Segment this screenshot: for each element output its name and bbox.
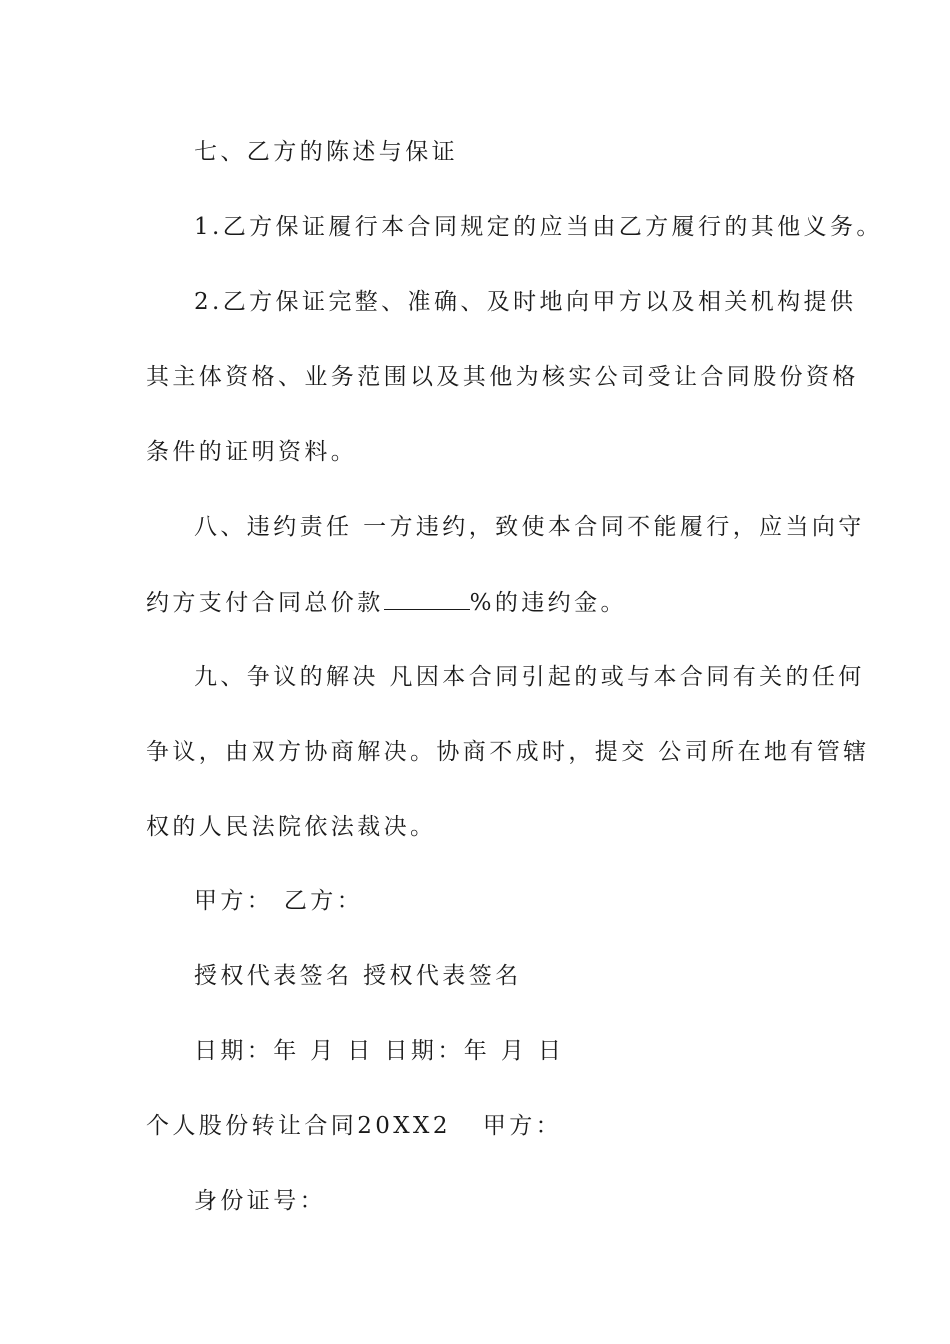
- section-7-heading: 七、乙方的陈述与保证: [194, 139, 458, 165]
- clause-7-2-line-2: 其主体资格、业务范围以及其他为核实公司受让合同股份资格: [146, 364, 859, 390]
- section-8-line-2: [146, 587, 806, 618]
- next-contract-title: 个人股份转让合同20XX2: [146, 1113, 451, 1139]
- signature-representatives: 授权代表签名 授权代表签名: [194, 963, 522, 989]
- section-9-line-2: 争议，由双方协商解决。协商不成时，提交 公司所在地有管辖: [146, 739, 870, 765]
- clause-7-2-line-1: 2.乙方保证完整、准确、及时地向甲方以及相关机构提供: [194, 289, 857, 315]
- next-contract-party-a: 甲方：: [482, 1113, 563, 1139]
- section-8-line-1: 八、违约责任 一方违约，致使本合同不能履行，应当向守: [194, 514, 865, 540]
- signature-dates: 日期：年 月 日 日期：年 月 日: [194, 1038, 565, 1064]
- next-contract-header: [146, 1111, 806, 1141]
- clause-7-1: 1.乙方保证履行本合同规定的应当由乙方履行的其他义务。: [194, 214, 883, 240]
- section-8-line-2-after: %的违约金。: [469, 590, 627, 616]
- clause-7-2-line-3: 条件的证明资料。: [146, 439, 358, 465]
- penalty-percent-blank: [384, 587, 470, 610]
- section-8-line-2-before: 约方支付合同总价款: [146, 590, 384, 616]
- next-contract-id-number: 身份证号：: [194, 1188, 326, 1214]
- section-9-line-1: 九、争议的解决 凡因本合同引起的或与本合同有关的任何: [194, 664, 865, 690]
- section-9-line-3: 权的人民法院依法裁决。: [146, 814, 437, 840]
- signature-parties: 甲方： 乙方：: [194, 888, 364, 914]
